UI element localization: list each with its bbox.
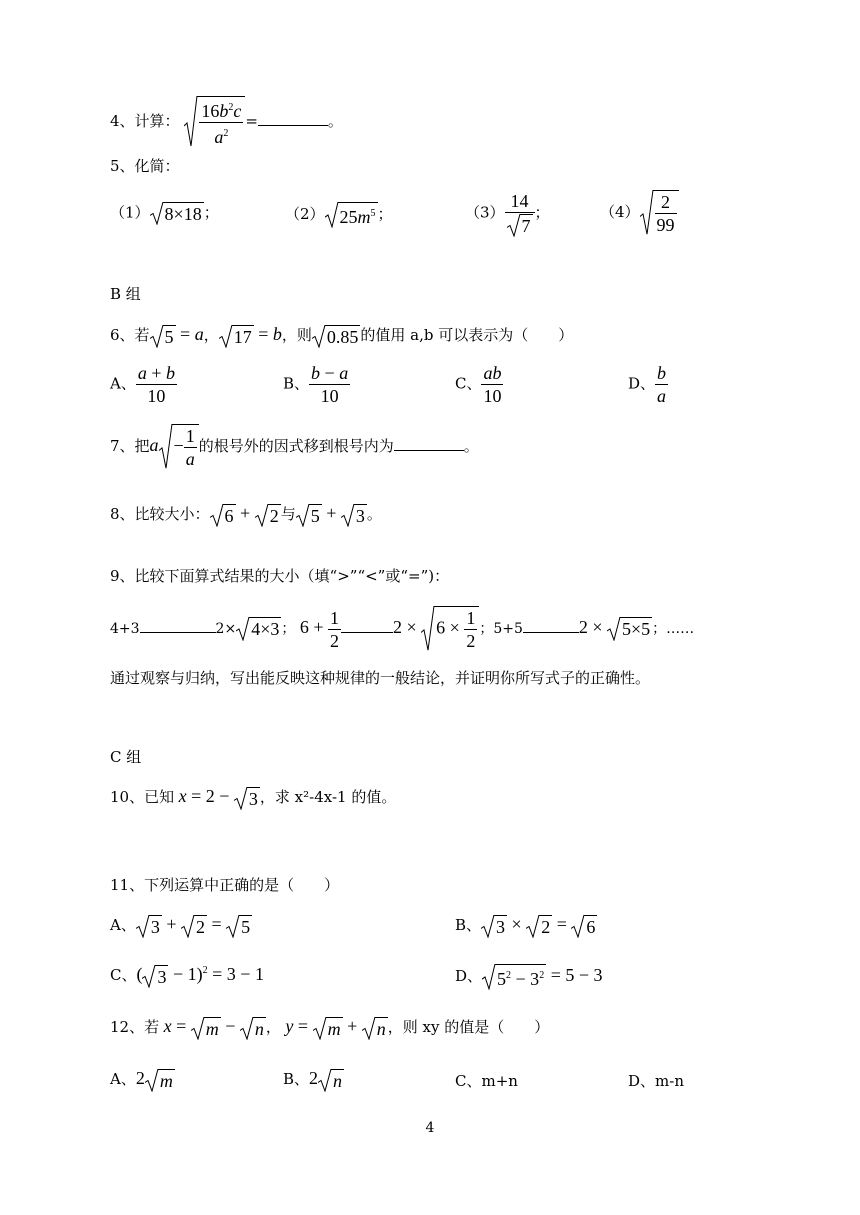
question-11: 11、下列运算中正确的是（ ） <box>110 876 340 894</box>
question-10: 10、已知 x = 2 − 3 ，求 x²-4x-1 的值。 <box>110 786 397 809</box>
q11-option-b: B、 3 × 2 = 6 <box>455 914 596 937</box>
question-9-conclusion: 通过观察与归纳，写出能反映这种规律的一般结论，并证明你所写式子的正确性。 <box>110 669 651 687</box>
q4-label: 4、计算： <box>110 112 180 130</box>
question-5-part-2: （2） $25m^5$ ； <box>285 202 393 228</box>
question-5-part-3: （3） $\frac{14}{7}$ ； <box>465 191 550 237</box>
q6-option-d: D、 $\frac{b}{a}$ <box>628 363 667 406</box>
q11-option-d: D、 $5^2 - 3^2 = 5 - 3$ <box>455 965 603 989</box>
group-b-heading: B 组 <box>110 285 141 303</box>
page-number: 4 <box>425 1120 435 1136</box>
q6-option-c: C、 $\frac{ab}{10}$ <box>455 363 502 406</box>
q12-option-c: C、m+n <box>455 1072 518 1090</box>
q6-option-b: B、 $\frac{b - a}{10}$ <box>283 363 349 406</box>
q12-option-b: B、2 n <box>283 1068 343 1091</box>
question-9-expressions: 4+3 2× 4×3 ； 6 + $\frac{1}{2}$ 2 × 6 × $\frac{1}{2}$ ；5+5 2 × 5×5 ；…… <box>110 607 695 651</box>
question-5-part-4: （4） $\frac{2}{99}$ <box>600 190 679 236</box>
q6-option-a: A、 $\frac{a + b}{10}$ <box>110 363 175 406</box>
question-5-label: 5、化简： <box>110 157 180 175</box>
question-6: 6、若 5 = a， 17 = b，则 0.85 的值用 a,b 可以表示为（ ） <box>110 324 574 347</box>
question-12: 12、若 x = m − n ， y = m + n ，则 xy 的值是（ ） <box>110 1016 550 1039</box>
q12-option-a: A、2 m <box>110 1068 173 1091</box>
question-4: 4、计算： $\frac{16b^2c}{a^2}$ = 。 <box>110 96 343 148</box>
q11-option-c: C、( 3 − 1)$^2$ = 3 − 1 <box>110 964 264 987</box>
question-9-label: 9、比较下面算式结果的大小（填“>”“<”或“=”)： <box>110 567 450 585</box>
question-7: 7、把a − $\frac{1}{a}$ 的根号外的因式移到根号内为 。 <box>110 426 479 469</box>
q4-sqrt: $\frac{16b^2c}{a^2}$ <box>184 96 245 148</box>
question-8: 8、比较大小： 6 + 2 与 5 + 3 。 <box>110 503 382 526</box>
group-c-heading: C 组 <box>110 748 142 766</box>
question-5-parts: （1） 8×18 ； <box>110 203 219 224</box>
q11-option-a: A、 3 + 2 = 5 <box>110 914 251 937</box>
q12-option-d: D、m-n <box>628 1072 684 1090</box>
